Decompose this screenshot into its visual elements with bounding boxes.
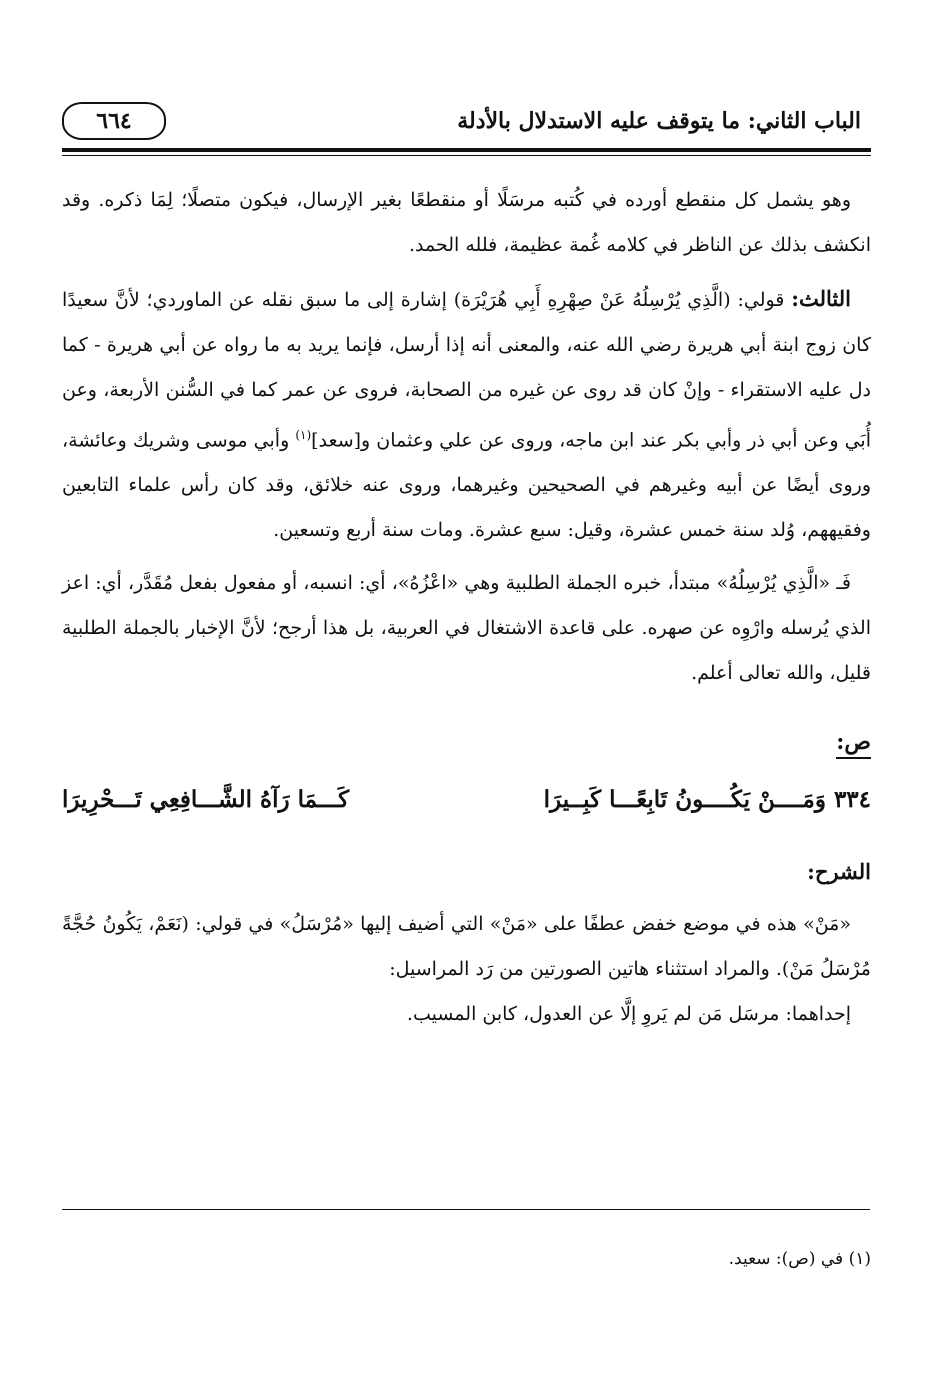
page-body (62, 178, 871, 1037)
verse-line (62, 777, 871, 823)
section-mark-label: ص: (836, 729, 871, 759)
footnote-separator (62, 1209, 870, 1210)
sharh-heading: الشرح: (807, 859, 871, 885)
paragraph-3: فَـ «الَّذِي يُرْسِلُهُ» مبتدأ، خبره الجملة الطلبية وهي «اعْزُهُ»، أي: انسبه، أو مفعول بفعل مُقَدَّر، أي: اعز الذي يُرسله وارْوِه عن صهره. على قاعدة الاشتغال في العربية، بل هذا أرجح؛ لأنَّ الإخبار بالجملة الطلبية قليل، والله تعالى أعلم. (62, 572, 871, 685)
sharh-paragraph-2: إحداهما: مرسَل مَن لم يَروِ إلَّا عن العدول، كابن المسيب. (406, 1003, 851, 1026)
page-header (62, 100, 871, 146)
header-rule-thin (62, 155, 871, 156)
paragraph-2 (62, 276, 871, 553)
paragraph-2-lead: الثالث: (791, 286, 851, 311)
verse-hemistich-right: ٣٣٤ وَمَــــنْ يَكُــــونُ تَابِعًـــا كَبِــيرَا (543, 786, 871, 814)
section-mark (62, 720, 871, 765)
verse-hemistich-left: كَـــمَا رَآهُ الشَّـــافِعِي تَـــحْرِيرَا (62, 786, 350, 814)
paragraph-1: وهو يشمل كل منقطع أورده في كُتبه مرسَلًا أو منقطعًا بغير الإرسال، فيكون متصلًا؛ لِمَا ذكره. وقد انكشف بذلك عن الناظر في كلامه غُمة عظيمة، فلله الحمد. (62, 189, 871, 256)
chapter-title: الباب الثاني: ما يتوقف عليه الاستدلال بالأدلة (457, 108, 861, 134)
sharh-paragraph-1: «مَنْ» هذه في موضع خفض عطفًا على «مَنْ» التي أضيف إليها «مُرْسَلُ» في قولي: (نَعَمْ، يَكُونُ حُجَّةً مُرْسَلُ مَنْ). والمراد استثناء هاتين الصورتين من رَد المراسيل: (62, 913, 871, 981)
footnote-ref: (١) (295, 428, 312, 442)
page-number: ٦٦٤ (62, 102, 166, 140)
paragraph-2-part-a: قولي: (الَّذِي يُرْسِلُهُ عَنْ صِهْرِهِ أَبِي هُرَيْرَة) إشارة إلى ما سبق نقله عن الماوردي؛ لأنَّ سعيدًا كان زوج ابنة أبي هريرة رضي الله عنه، والمعنى أنه إذا أرسل، فإنما يريد به ما رواه عن أبي هريرة - كما دل عليه الاستقراء - وإنْ كان قد روى عن غيره من الصحابة، فروى عن عمر كما في السُّنن الأربعة، وعن أُبَي وعن أبي ذر وأبي بكر عند ابن ماجه، وروى عن علي وعثمان و[سعد] (62, 289, 871, 452)
paragraph-2-part-b: وأبي موسى وشريك وعائشة، وروى أيضًا عن أبيه وغيرهم في الصحيحين وغيرهما، وروى عنه خلائق، وقد كان رأس علماء التابعين وفقيههم، وُلد سنة خمس عشرة، وقيل: سبع عشرة. ومات سنة أربع وتسعين. (62, 429, 871, 542)
footnote: (١) في (ص): سعيد. (728, 1249, 871, 1269)
header-rule-thick (62, 148, 871, 152)
